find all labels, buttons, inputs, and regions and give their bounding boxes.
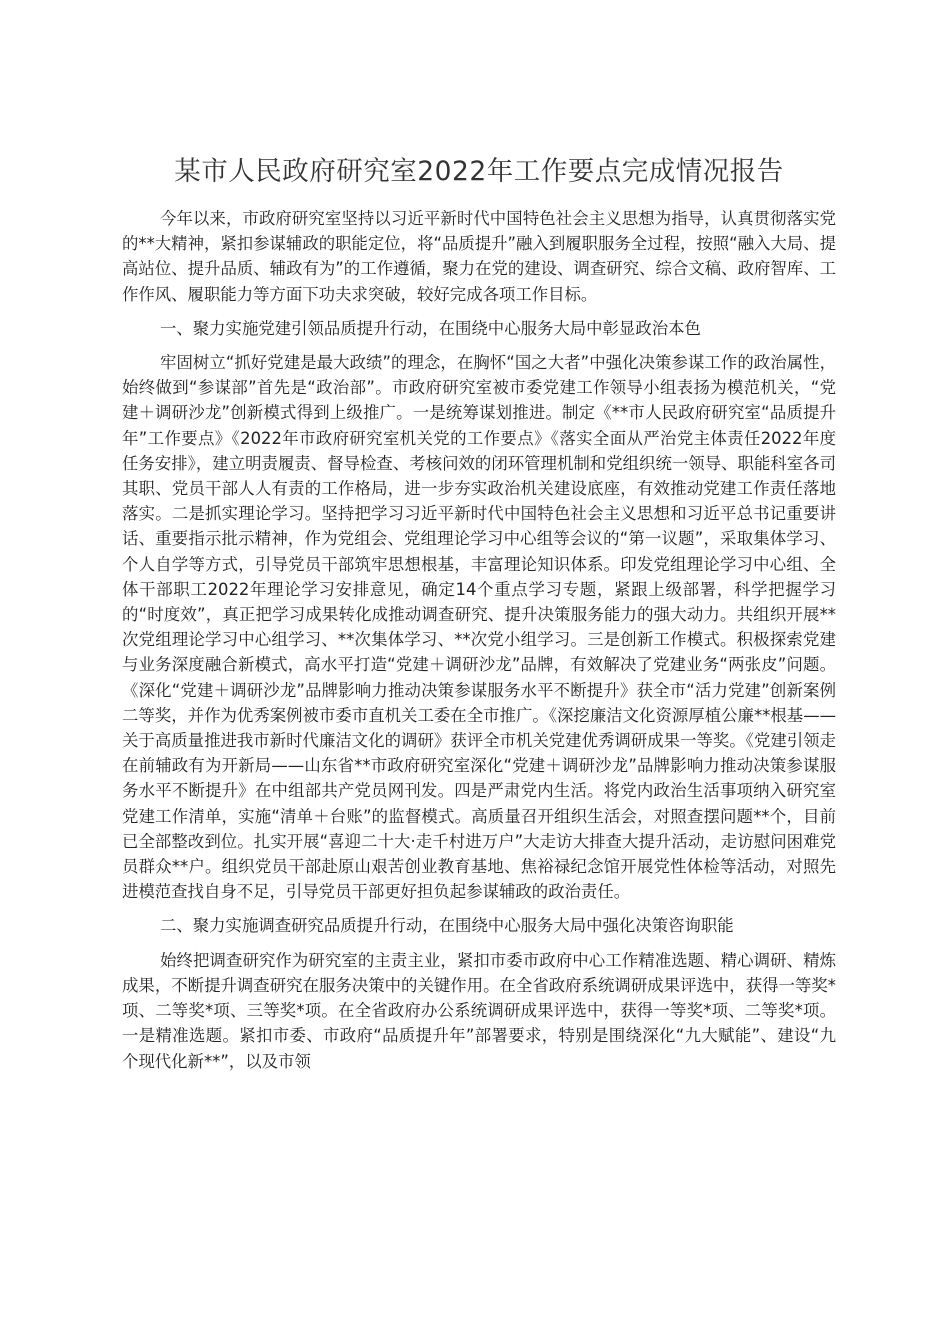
section-heading-1: 一、聚力实施党建引领品质提升行动，在围绕中心服务大局中彰显政治本色 (160, 318, 701, 338)
document-body (122, 206, 836, 1074)
section-heading-2: 二、聚力实施调查研究品质提升行动，在围绕中心服务大局中强化决策咨询职能 (160, 916, 734, 936)
section-2-paragraph: 始终把调查研究作为研究室的主责主业，紧扣市委市政府中心工作精准选题、精心调研、精炼成果，不断提升调查研究在服务决策中的关键作用。在全省政府系统调研成果评选中，获得一等奖*项、二等奖*项、三等奖*项。在全省政府办公系统调研成果评选中，获得一等奖*项、二等奖*项。一是精准选题。紧扣市委、市政府“品质提升年”部署要求，特别是围绕深化“九大赋能”、建设“九个现代化新**”，以及市领 (122, 950, 836, 1071)
document-title (122, 152, 836, 192)
section-1-paragraph: 牢固树立“抓好党建是最大政绩”的理念，在胸怀“国之大者”中强化决策参谋工作的政治属性，始终做到“参谋部”首先是“政治部”。市政府研究室被市委党建工作领导小组表扬为模范机关，“党建＋调研沙龙”创新模式得到上级推广。一是统筹谋划推进。制定《**市人民政府研究室“品质提升年”工作要点》《2022年市政府研究室机关党的工作要点》《落实全面从严治党主体责任2022年度任务安排》，建立明责履责、督导检查、考核问效的闭环管理机制和党组织统一领导、职能科室各司其职、党员干部人人有责的工作格局，进一步夯实政治机关建设底座，有效推动党建工作责任落地落实。二是抓实理论学习。坚持把学习习近平新时代中国特色社会主义思想和习近平总书记重要讲话、重要指示批示精神，作为党组会、党组理论学习中心组等会议的“第一议题”，采取集体学习、个人自学等方式，引导党员干部筑牢思想根基，丰富理论知识体系。印发党组理论学习中心组、全体干部职工2022年理论学习安排意见，确定14个重点学习专题，紧跟上级部署，科学把握学习的“时度效”，真正把学习成果转化成推动调查研究、提升决策服务能力的强大动力。共组织开展**次党组理论学习中心组学习、**次集体学习、**次党小组学习。三是创新工作模式。积极探索党建与业务深度融合新模式，高水平打造“党建＋调研沙龙”品牌，有效解决了党建业务“两张皮”问题。《深化“党建＋调研沙龙”品牌影响力推动决策参谋服务水平不断提升》获全市“活力党建”创新案例二等奖，并作为优秀案例被市委市直机关工委在全市推广。《深挖廉洁文化资源厚植公廉**根基——关于高质量推进我市新时代廉洁文化的调研》获评全市机关党建优秀调研成果一等奖。《党建引领走在前辅政有为开新局——山东省**市政府研究室深化“党建＋调研沙龙”品牌影响力推动决策参谋服务水平不断提升》在中组部共产党员网刊发。四是严肃党内生活。将党内政治生活事项纳入研究室党建工作清单，实施“清单＋台账”的监督模式。高质量召开组织生活会，对照查摆问题**个，目前已全部整改到位。扎实开展“喜迎二十大·走千村进万户”大走访大排查大提升活动，走访慰问困难党员群众**户。组织党员干部赴原山艰苦创业教育基地、焦裕禄纪念馆开展党性体检等活动，对照先进模范查找自身不足，引导党员干部更好担负起参谋辅政的政治责任。 (122, 353, 836, 902)
intro-paragraph: 今年以来，市政府研究室坚持以习近平新时代中国特色社会主义思想为指导，认真贯彻落实党的**大精神，紧扣参谋辅政的职能定位，将“品质提升”融入到履职服务全过程，按照“融入大局、提高站位、提升品质、辅政有为”的工作遵循，聚力在党的建设、调查研究、综合文稿、政府智库、工作作风、履职能力等方面下功夫求突破，较好完成各项工作目标。 (122, 209, 836, 304)
title-text: 某市人民政府研究室2022年工作要点完成情况报告 (174, 156, 784, 187)
